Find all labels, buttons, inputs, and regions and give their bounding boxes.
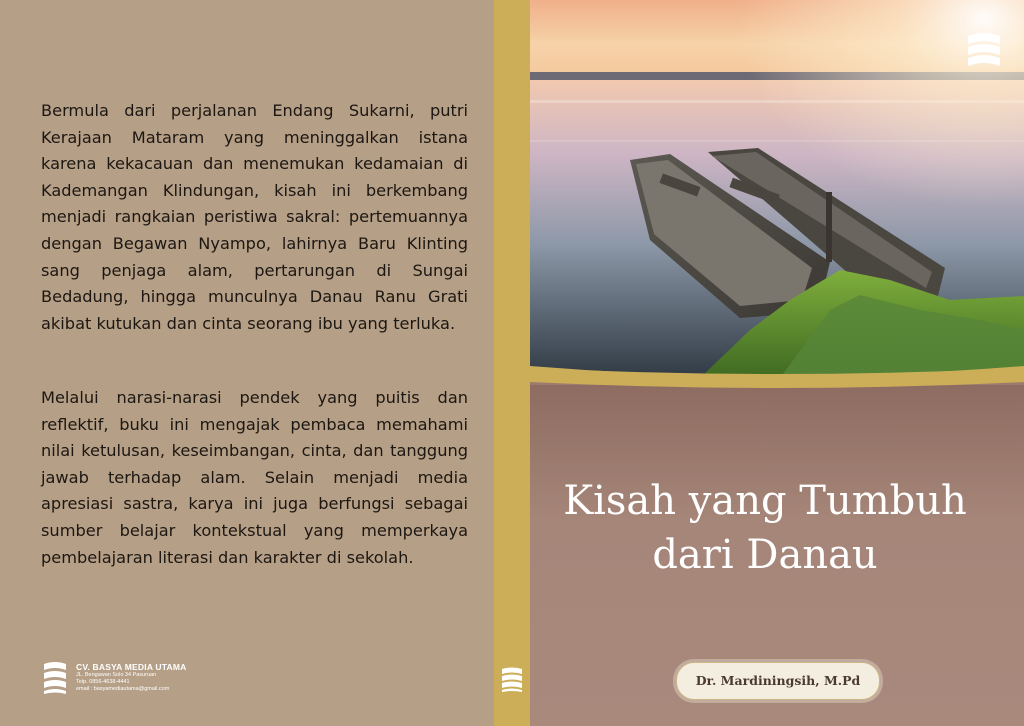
publisher-phone: Telp. 0856-4638-4441 (76, 679, 130, 685)
author-badge (676, 662, 880, 700)
book-spine (494, 0, 530, 726)
publisher-text (76, 662, 186, 693)
author-name: Dr. Mardiningsih, M.Pd (695, 673, 861, 688)
front-cover (530, 0, 1024, 726)
gold-divider-band (530, 368, 1024, 398)
blurb-paragraph-1: Bermula dari perjalanan Endang Sukarni, putri Kerajaan Mataram yang meninggalkan istana karena kekacauan dan menemukan kedamaian di Kademangan Klindungan, kisah ini berkembang menjadi rangkaian peristiwa sakral: pertemuannya dengan Begawan Nyampo, lahirnya Baru Klinting sang penjaga alam, pertarungan di Sungai Bedadung, hingga munculnya Danau Ranu Grati akibat kutukan dan cinta seorang ibu yang terluka. (41, 101, 468, 333)
basya-logo-icon (40, 660, 70, 696)
blurb-paragraph-2: Melalui narasi-narasi pendek yang puitis dan reflektif, buku ini mengajak pembaca memahami nilai ketulusan, keseimbangan, cinta, dan tanggung jawab terhadap alam. Selain menjadi media apresiasi sastra, karya ini juga berfungsi sebagai sumber belajar kontekstual yang memperkaya pembelajaran literasi dan karakter di sekolah. (41, 388, 468, 567)
book-title (530, 474, 1000, 582)
cover-photo-lake-boats (530, 0, 1024, 378)
title-line-1: Kisah yang Tumbuh (563, 478, 967, 524)
basya-logo-icon (499, 666, 525, 694)
title-line-2: dari Danau (652, 532, 878, 578)
publisher-email: email : basyamediautama@gmail.com (76, 686, 170, 692)
basya-logo-icon (962, 30, 1006, 74)
publisher-name: CV. BASYA MEDIA UTAMA (76, 662, 187, 672)
publisher-address: JL. Bengawan Solo 34 Pasuruan (76, 672, 157, 678)
back-cover (0, 0, 494, 726)
